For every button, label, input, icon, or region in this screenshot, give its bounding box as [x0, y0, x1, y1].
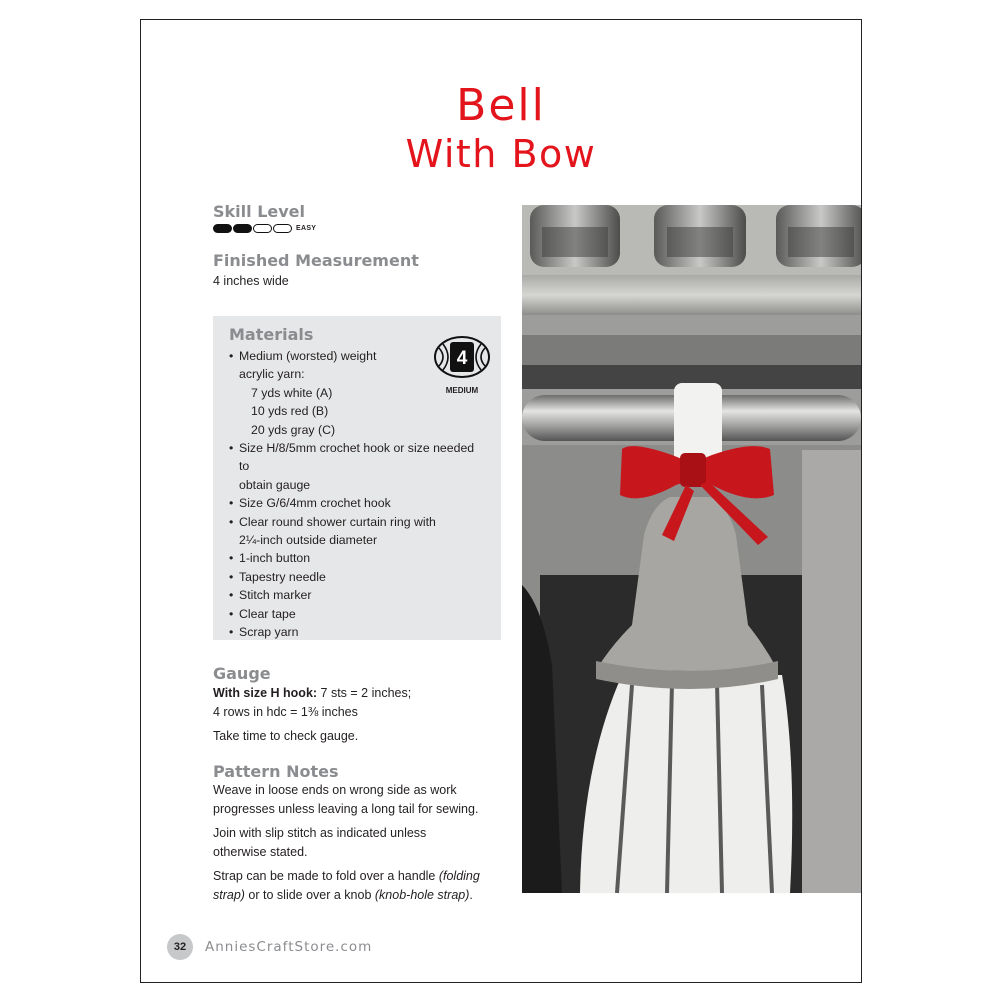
- project-photo: [522, 205, 861, 893]
- skill-segment: [213, 224, 232, 233]
- page-number: 32: [167, 934, 193, 960]
- yarn-line-1: • Medium (worsted) weight: [239, 349, 377, 363]
- gauge-section: [213, 664, 513, 746]
- pattern-notes-heading: Pattern Notes: [213, 762, 339, 781]
- title-line-2: With Bow: [405, 132, 597, 176]
- note-3-text: .: [469, 887, 473, 902]
- pattern-page: [140, 19, 862, 983]
- materials-list: [229, 347, 487, 642]
- hook-line-2: obtain gauge: [239, 477, 311, 492]
- materials-box: [213, 316, 501, 640]
- note-3-italic: (folding: [438, 869, 480, 883]
- skill-segment: [233, 224, 252, 233]
- gauge-bold: With size H hook:: [213, 686, 318, 700]
- note-2-line-2: otherwise stated.: [213, 844, 308, 859]
- note-3-text: Strap can be made to fold over a handle: [213, 869, 439, 883]
- title-line-1: Bell: [456, 80, 546, 131]
- pattern-notes-section: [213, 762, 503, 904]
- gauge-line-2: 4 rows in hdc = 1⅜ inches: [213, 704, 358, 719]
- list-item: • 1-inch button: [229, 549, 487, 567]
- ring-line-2: 2¼-inch outside diameter: [239, 533, 378, 548]
- yarn-color-gray: 20 yds gray (C): [251, 422, 336, 437]
- left-column: [213, 202, 503, 291]
- note-2-line-1: Join with slip stitch as indicated unless: [213, 826, 427, 840]
- finished-measurement-heading: Finished Measurement: [213, 251, 419, 270]
- yarn-color-red: 10 yds red (B): [251, 404, 329, 419]
- skill-level-label: EASY: [296, 224, 317, 232]
- gauge-line-1: [213, 684, 513, 703]
- list-item: [229, 347, 487, 439]
- finished-measurement-text: 4 inches wide: [213, 274, 289, 288]
- skill-level-meter: [213, 222, 503, 234]
- note-3-line-2: [213, 886, 503, 905]
- note-1-line-2: progresses unless leaving a long tail for sewing.: [213, 801, 479, 816]
- list-item: [229, 513, 487, 550]
- skill-segment: [253, 224, 272, 233]
- note-3-italic: strap): [213, 887, 245, 902]
- note-3-line-1: [213, 867, 503, 886]
- yarn-weight-number: 4: [456, 348, 468, 369]
- note-3-text: or to slide over a knob: [244, 887, 375, 902]
- yarn-line-2: acrylic yarn:: [239, 367, 305, 382]
- gauge-line-1-rest: 7 sts = 2 inches;: [317, 686, 412, 700]
- list-item: • Tapestry needle: [229, 568, 487, 586]
- list-item: [229, 439, 487, 494]
- list-item: • Clear tape: [229, 605, 487, 623]
- ring-line-1: • Clear round shower curtain ring with: [239, 514, 436, 529]
- gauge-note: Take time to check gauge.: [213, 729, 359, 743]
- list-item: • Stitch marker: [229, 586, 487, 604]
- list-item: • Size G/6/4mm crochet hook: [229, 494, 487, 512]
- page-footer: [167, 934, 372, 960]
- yarn-weight-label: MEDIUM: [445, 386, 479, 395]
- note-1-line-1: Weave in loose ends on wrong side as work: [213, 783, 457, 797]
- site-url: AnniesCraftStore.com: [205, 939, 373, 955]
- note-3-italic: (knob-hole strap): [374, 887, 470, 902]
- hook-line-1: • Size H/8/5mm crochet hook or size needed to: [239, 441, 475, 474]
- skill-level-heading: Skill Level: [213, 202, 305, 221]
- gauge-heading: Gauge: [213, 664, 271, 683]
- bell-towel-topper-image: [522, 205, 861, 893]
- materials-heading: Materials: [229, 325, 314, 344]
- yarn-color-white: 7 yds white (A): [251, 385, 333, 400]
- skill-segment: [273, 224, 292, 233]
- list-item: • Scrap yarn: [229, 623, 487, 641]
